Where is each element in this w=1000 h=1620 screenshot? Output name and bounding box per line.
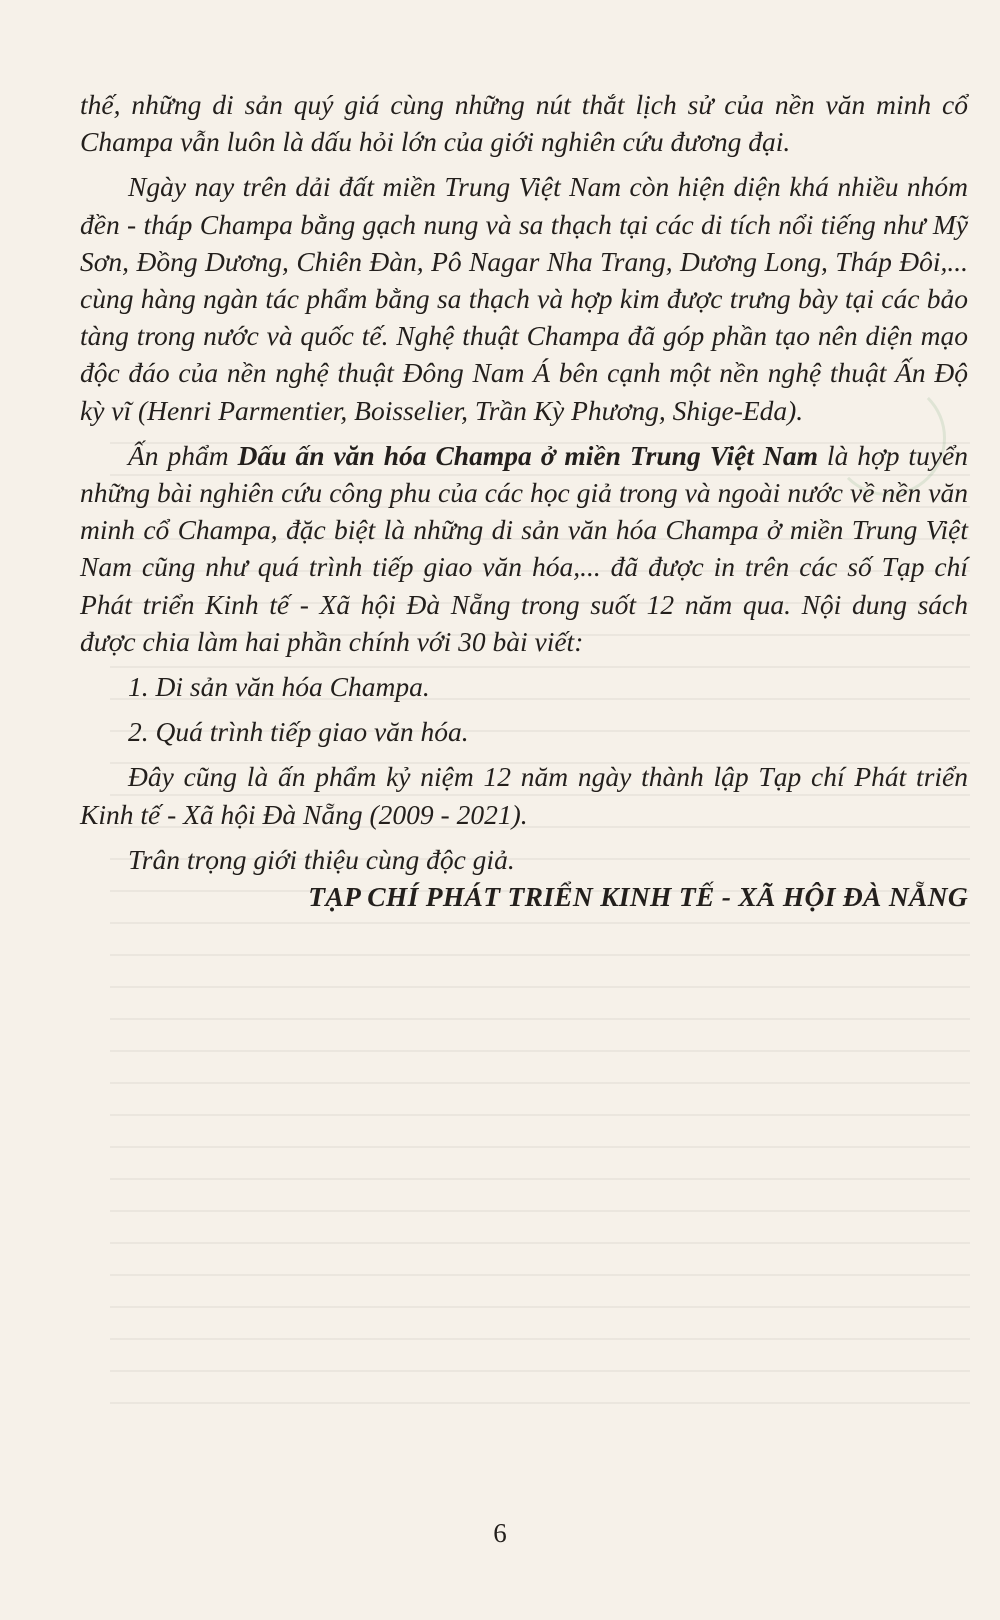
publication-intro-text: Ấn phẩm xyxy=(128,439,238,471)
signature: TẠP CHÍ PHÁT TRIỂN KINH TẾ - XÃ HỘI ĐÀ NẴNG xyxy=(308,881,968,913)
paragraph-greeting: Trân trọng giới thiệu cùng độc giả. xyxy=(128,843,515,875)
book-title: Dấu ấn văn hóa Champa ở miền Trung Việt Nam xyxy=(237,439,818,471)
paragraph-continuation: thế, những di sản quý giá cùng những nút thắt lịch sử của nền văn minh cổ Champa vẫn luôn là dấu hỏi lớn của giới nghiên cứu đương đại. xyxy=(80,89,968,158)
list-item-part-1: 1. Di sản văn hóa Champa. xyxy=(128,671,430,703)
paragraph-publication xyxy=(80,437,968,660)
list-item-part-2: 2. Quá trình tiếp giao văn hóa. xyxy=(128,716,469,748)
publication-description-text: là hợp tuyển những bài nghiên cứu công phu của các học giả trong và ngoài nước về nền văn minh cổ Champa, đặc biệt là những di sản văn hóa Champa ở miền Trung Việt Nam cũng như quá trình tiếp giao văn hóa,... đã được in trên các số Tạp chí Phát triển Kinh tế - Xã hội Đà Nẵng trong suốt 12 năm qua. Nội dung sách được chia làm hai phần chính với 30 bài viết: xyxy=(80,439,968,657)
page-number: 6 xyxy=(493,1518,507,1548)
paragraph-temples: Ngày nay trên dải đất miền Trung Việt Nam còn hiện diện khá nhiều nhóm đền - tháp Champa bằng gạch nung và sa thạch tại các di tích nổi tiếng như Mỹ Sơn, Đồng Dương, Chiên Đàn, Pô Nagar Nha Trang, Dương Long, Tháp Đôi,... cùng hàng ngàn tác phẩm bằng sa thạch và hợp kim được trưng bày tại các bảo tàng trong nước và quốc tế. Nghệ thuật Champa đã góp phần tạo nên diện mạo độc đáo của nền nghệ thuật Đông Nam Á bên cạnh một nền nghệ thuật Ấn Độ kỳ vĩ (Henri Parmentier, Boisselier, Trần Kỳ Phương, Shige-Eda). xyxy=(80,171,968,426)
paragraph-anniversary: Đây cũng là ấn phẩm kỷ niệm 12 năm ngày thành lập Tạp chí Phát triển Kinh tế - Xã hội Đà Nẵng (2009 - 2021). xyxy=(80,761,968,830)
page-body xyxy=(80,86,968,915)
